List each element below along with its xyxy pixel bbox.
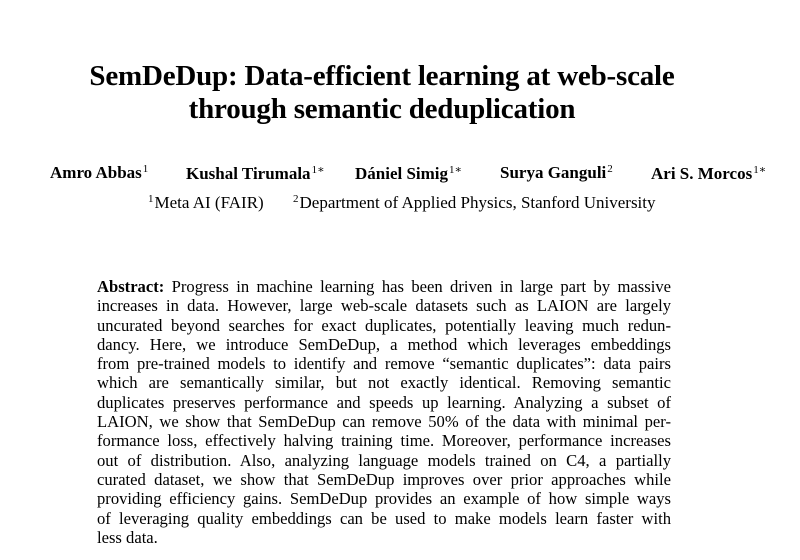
author-affil-mark: 1: [142, 163, 149, 175]
author: [50, 163, 148, 183]
abstract-line: from pre-trained models to identify and remove “semantic duplicates”: data pairs: [97, 354, 671, 374]
author-name: Kushal Tirumala: [186, 164, 311, 183]
abstract-line: dancy. Here, we introduce SemDeDup, a method which leverages embeddings: [97, 334, 671, 354]
author-affil-mark: 2: [607, 163, 613, 175]
abstract-line: LAION, we show that SemDeDup can remove 50% of the data with minimal per-: [97, 412, 671, 432]
author-name: Ari S. Morcos: [651, 164, 753, 183]
affiliation-mark: 1: [148, 193, 154, 205]
author-name: Amro Abbas: [50, 163, 142, 182]
author: [186, 163, 325, 184]
author-name: Dániel Simig: [355, 164, 449, 183]
abstract-line: less data.: [97, 527, 158, 547]
abstract-line: which are semantically similar, but not exactly identical. Removing semantic: [97, 373, 671, 393]
author-affil-mark: 1∗: [311, 164, 325, 176]
abstract-line: formance loss, effectively halving training time. Moreover, performance increases: [97, 431, 671, 451]
abstract-text: Progress in machine learning has been driven in large part by massive: [171, 277, 671, 296]
affiliation: [148, 193, 264, 213]
abstract-line: [97, 277, 671, 296]
paper-title: [0, 60, 764, 126]
abstract: [97, 277, 671, 547]
title-line: through semantic deduplication: [188, 93, 576, 125]
affiliation-text: Meta AI (FAIR): [154, 193, 264, 212]
abstract-line: increases in data. However, large web-scale datasets such as LAION are largely: [97, 296, 671, 316]
affiliation-text: Department of Applied Physics, Stanford University: [299, 193, 656, 212]
author-name: Surya Ganguli: [500, 163, 607, 182]
author-affil-mark: 1∗: [753, 164, 767, 176]
author-list: [50, 163, 770, 185]
author: [355, 163, 462, 184]
author: [500, 163, 613, 183]
abstract-line: curated dataset, we show that SemDeDup improves over prior approaches while: [97, 469, 671, 489]
abstract-line: providing efficiency gains. SemDeDup provides an example of how simple ways: [97, 489, 671, 509]
abstract-line: uncurated beyond searches for exact duplicates, potentially leaving much redun-: [97, 315, 671, 335]
affiliation-mark: 2: [293, 193, 299, 205]
abstract-line: of leveraging quality embeddings can be used to make models learn faster with: [97, 508, 671, 528]
author-affil-mark: 1∗: [449, 164, 463, 176]
author: [651, 163, 766, 184]
abstract-line: out of distribution. Also, analyzing language models trained on C4, a partially: [97, 450, 671, 470]
abstract-label: Abstract:: [97, 277, 165, 296]
title-line: SemDeDup: Data-efficient learning at web-scale: [89, 60, 675, 92]
abstract-line: duplicates preserves performance and speeds up learning. Analyzing a subset of: [97, 392, 671, 412]
affiliation: [293, 193, 656, 213]
